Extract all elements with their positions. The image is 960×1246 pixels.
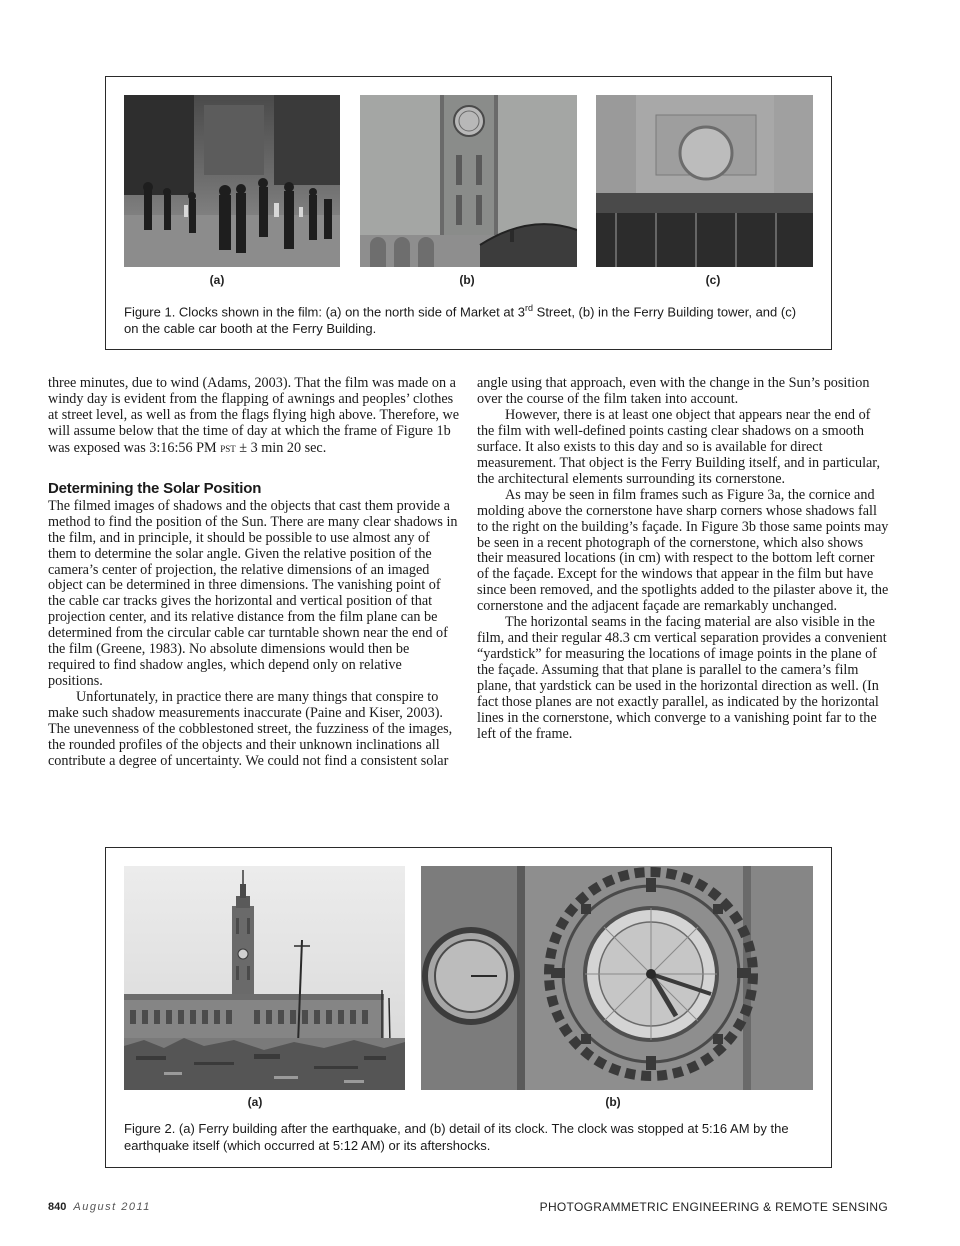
- figure-2a-ferry-building-photo: [124, 866, 405, 1090]
- right-paragraph-1: angle using that approach, even with the change in the Sun’s position over the course of the film taken into account.: [477, 375, 870, 407]
- right-text-column: [477, 376, 889, 743]
- figure-1b-tower-photo: [360, 95, 577, 267]
- figure-1: [105, 76, 832, 350]
- figure-1a-label: (a): [209, 273, 225, 287]
- left-text-column: [48, 376, 460, 770]
- section-heading: Determining the Solar Position: [48, 479, 262, 497]
- footer-page-info: [48, 1201, 151, 1213]
- figure-1-caption: Figure 1. Clocks shown in the film: (a) on the north side of Market at 3rd Street, (b) in the Ferry Building tower, and (c) on the cable car booth at the Ferry Building.: [124, 303, 797, 337]
- figure-1c-label: (c): [705, 273, 721, 287]
- figure-1b-label: (b): [459, 273, 475, 287]
- figure-2: [105, 847, 832, 1168]
- figure-1a-street-photo: [124, 95, 340, 267]
- left-paragraph-1: three minutes, due to wind (Adams, 2003). That the film was made on a windy day is evident from the flapping of awnings and peoples’ clothes at street level, as well as from the flags flying high above. Therefore, we will assume below that the time of day at which the frame of Figure 1b was exposed was 3:16:56 PM pst ± 3 min 20 sec.: [48, 375, 460, 456]
- left-paragraph-2: The filmed images of shadows and the objects that cast them provide a method to find the position of the Sun. There are many clear shadows in the film, and in principle, it should be possible to use almost any of them to determine the solar angle. Given the relative position of the camera’s center of projection, the relative dimensions of an imaged object can be determined in three dimensions. The vanishing point of the cable car tracks gives the horizontal and vertical position of that projection center, and its relative distance from the film plane can be determined from the circular cable car turntable shown near the end of the film (Greene, 1983). No absolute dimensions would then be required to find shadow angles, which depend only on relative positions.: [48, 497, 458, 690]
- figure-2-caption: Figure 2. (a) Ferry building after the earthquake, and (b) detail of its clock. The clock was stopped at 5:16 AM by the earthquake itself (which occurred at 5:12 AM) or its aftershocks.: [124, 1121, 789, 1153]
- right-paragraph-3: As may be seen in film frames such as Figure 3a, the cornice and molding above the cornerstone have sharp corners whose shadows fall to the right on the building’s façade. In Figure 3b those same points may be seen in a recent photograph of the cornerstone, which also shows their measured locations (in cm) with respect to the bottom left corner of the façade. Except for the windows that appear in the film but have since been removed, and the spotlights added to the pilaster above it, the cornerstone and the adjacent façade are remarkably unchanged.: [477, 486, 889, 615]
- figure-2a-label: (a): [247, 1095, 263, 1109]
- page-number: 840: [48, 1201, 67, 1213]
- figure-2b-clock-detail-photo: [421, 866, 813, 1090]
- right-paragraph-4: The horizontal seams in the facing material are also visible in the film, and their regular 48.3 cm vertical separation provides a convenient “yardstick” for measuring the locations of image points in the plane of the façade. Assuming that that plane is parallel to the camera’s film plane, that yardstick can be used in the horizontal direction as well. (In fact those planes are not exactly parallel, as indicated by the horizontal lines in the cornerstone, which converge to a vanishing point far to the left of the frame.: [477, 614, 887, 742]
- figure-1c-booth-clock-photo: [596, 95, 813, 267]
- left-paragraph-3: Unfortunately, in practice there are many things that conspire to make such shadow measurements inaccurate (Paine and Kiser, 2003). The unevenness of the cobblestoned street, the fuzziness of the images, the rounded profiles of the objects and their unknown inclinations all contribute a degree of uncertainty. We could not find a consistent solar: [48, 689, 453, 769]
- journal-name: PHOTOGRAMMETRIC ENGINEERING & REMOTE SENSING: [539, 1200, 888, 1214]
- figure-2b-label: (b): [605, 1095, 621, 1109]
- right-paragraph-2: However, there is at least one object that appears near the end of the film with well-defined points casting clear shadows on a smooth surface. It also exists to this day and so is available for direct measurement. That object is the Ferry Building itself, and in particular, the architectural elements surrounding its cornerstone.: [477, 406, 881, 487]
- issue-date: August 2011: [73, 1201, 151, 1213]
